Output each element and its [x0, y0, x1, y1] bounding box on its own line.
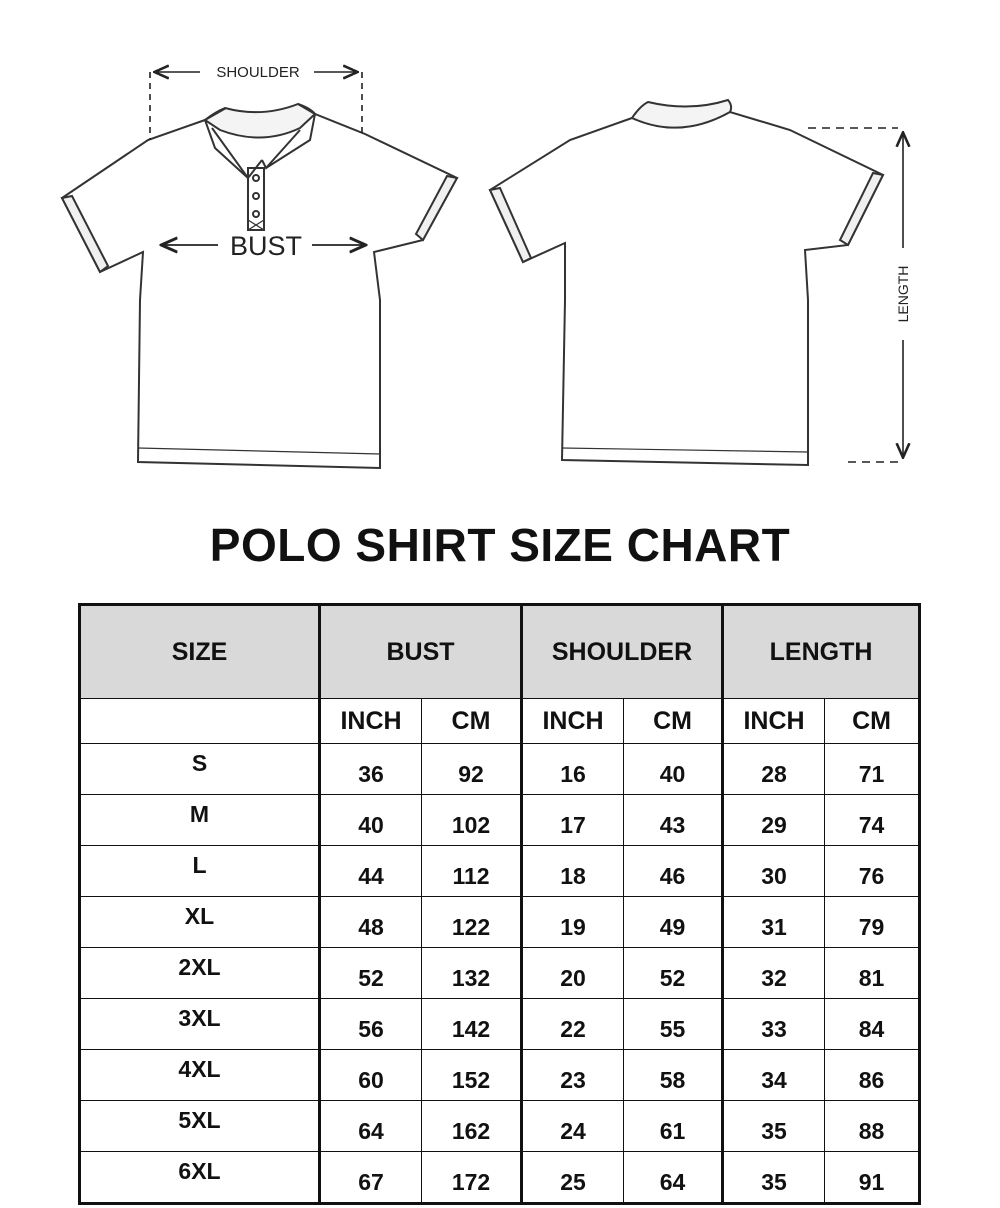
bust-cm-cell: 112 [422, 846, 522, 897]
shoulder-inch-cell: 24 [522, 1101, 624, 1152]
shoulder-cm-cell: 58 [624, 1050, 723, 1101]
length-cm-cell: 91 [825, 1152, 920, 1204]
length-inch-cell: 32 [723, 948, 825, 999]
length-inch-cell: 29 [723, 795, 825, 846]
header-shoulder: SHOULDER [522, 605, 723, 699]
size-cell: M [80, 795, 320, 846]
table-header-row [80, 605, 920, 699]
length-label: LENGTH [895, 265, 911, 323]
polo-shirt-diagram [0, 0, 1000, 500]
bust-inch-cell: 67 [320, 1152, 422, 1204]
length-inch-cell: 31 [723, 897, 825, 948]
shoulder-cm-cell: 40 [624, 744, 723, 795]
size-cell: XL [80, 897, 320, 948]
unit-bust-inch: INCH [320, 699, 422, 744]
bust-cm-cell: 162 [422, 1101, 522, 1152]
bust-label: BUST [229, 231, 303, 261]
table-row [80, 948, 920, 999]
length-inch-cell: 35 [723, 1152, 825, 1204]
unit-empty-cell [80, 699, 320, 744]
header-length: LENGTH [723, 605, 920, 699]
table-row [80, 1050, 920, 1101]
length-inch-cell: 28 [723, 744, 825, 795]
length-cm-cell: 86 [825, 1050, 920, 1101]
length-inch-cell: 33 [723, 999, 825, 1050]
size-cell: 6XL [80, 1152, 320, 1204]
table-row [80, 999, 920, 1050]
shoulder-inch-cell: 22 [522, 999, 624, 1050]
length-cm-cell: 84 [825, 999, 920, 1050]
shoulder-cm-cell: 49 [624, 897, 723, 948]
bust-cm-cell: 122 [422, 897, 522, 948]
table-row [80, 1152, 920, 1204]
bust-inch-cell: 44 [320, 846, 422, 897]
bust-inch-cell: 40 [320, 795, 422, 846]
length-inch-cell: 34 [723, 1050, 825, 1101]
size-cell: 5XL [80, 1101, 320, 1152]
size-chart-table [78, 603, 921, 1205]
unit-row [80, 699, 920, 744]
bust-inch-cell: 64 [320, 1101, 422, 1152]
size-cell: S [80, 744, 320, 795]
unit-shoulder-cm: CM [624, 699, 723, 744]
bust-inch-cell: 56 [320, 999, 422, 1050]
length-cm-cell: 81 [825, 948, 920, 999]
unit-length-inch: INCH [723, 699, 825, 744]
bust-cm-cell: 172 [422, 1152, 522, 1204]
shoulder-inch-cell: 20 [522, 948, 624, 999]
unit-length-cm: CM [825, 699, 920, 744]
shoulder-label: SHOULDER [216, 64, 300, 81]
shoulder-cm-cell: 52 [624, 948, 723, 999]
shoulder-inch-cell: 25 [522, 1152, 624, 1204]
size-cell: 2XL [80, 948, 320, 999]
shoulder-cm-cell: 46 [624, 846, 723, 897]
length-cm-cell: 74 [825, 795, 920, 846]
bust-inch-cell: 60 [320, 1050, 422, 1101]
header-size: SIZE [80, 605, 320, 699]
header-bust: BUST [320, 605, 522, 699]
bust-inch-cell: 52 [320, 948, 422, 999]
unit-bust-cm: CM [422, 699, 522, 744]
length-cm-cell: 88 [825, 1101, 920, 1152]
shoulder-cm-cell: 43 [624, 795, 723, 846]
length-inch-cell: 35 [723, 1101, 825, 1152]
table-row [80, 744, 920, 795]
shoulder-cm-cell: 55 [624, 999, 723, 1050]
shoulder-cm-cell: 64 [624, 1152, 723, 1204]
bust-inch-cell: 36 [320, 744, 422, 795]
page-title: POLO SHIRT SIZE CHART [209, 519, 791, 571]
length-cm-cell: 76 [825, 846, 920, 897]
size-cell: 4XL [80, 1050, 320, 1101]
length-cm-cell: 79 [825, 897, 920, 948]
size-cell: 3XL [80, 999, 320, 1050]
bust-cm-cell: 102 [422, 795, 522, 846]
shoulder-inch-cell: 17 [522, 795, 624, 846]
shirt-back-drawing [490, 100, 883, 465]
shoulder-inch-cell: 16 [522, 744, 624, 795]
table-row [80, 1101, 920, 1152]
shoulder-inch-cell: 19 [522, 897, 624, 948]
bust-cm-cell: 142 [422, 999, 522, 1050]
bust-cm-cell: 92 [422, 744, 522, 795]
bust-inch-cell: 48 [320, 897, 422, 948]
shoulder-inch-cell: 23 [522, 1050, 624, 1101]
size-cell: L [80, 846, 320, 897]
shoulder-cm-cell: 61 [624, 1101, 723, 1152]
table-row [80, 795, 920, 846]
length-cm-cell: 71 [825, 744, 920, 795]
shoulder-inch-cell: 18 [522, 846, 624, 897]
shirt-front-drawing [62, 104, 457, 468]
table-row [80, 846, 920, 897]
bust-cm-cell: 132 [422, 948, 522, 999]
length-inch-cell: 30 [723, 846, 825, 897]
bust-cm-cell: 152 [422, 1050, 522, 1101]
table-row [80, 897, 920, 948]
unit-shoulder-inch: INCH [522, 699, 624, 744]
